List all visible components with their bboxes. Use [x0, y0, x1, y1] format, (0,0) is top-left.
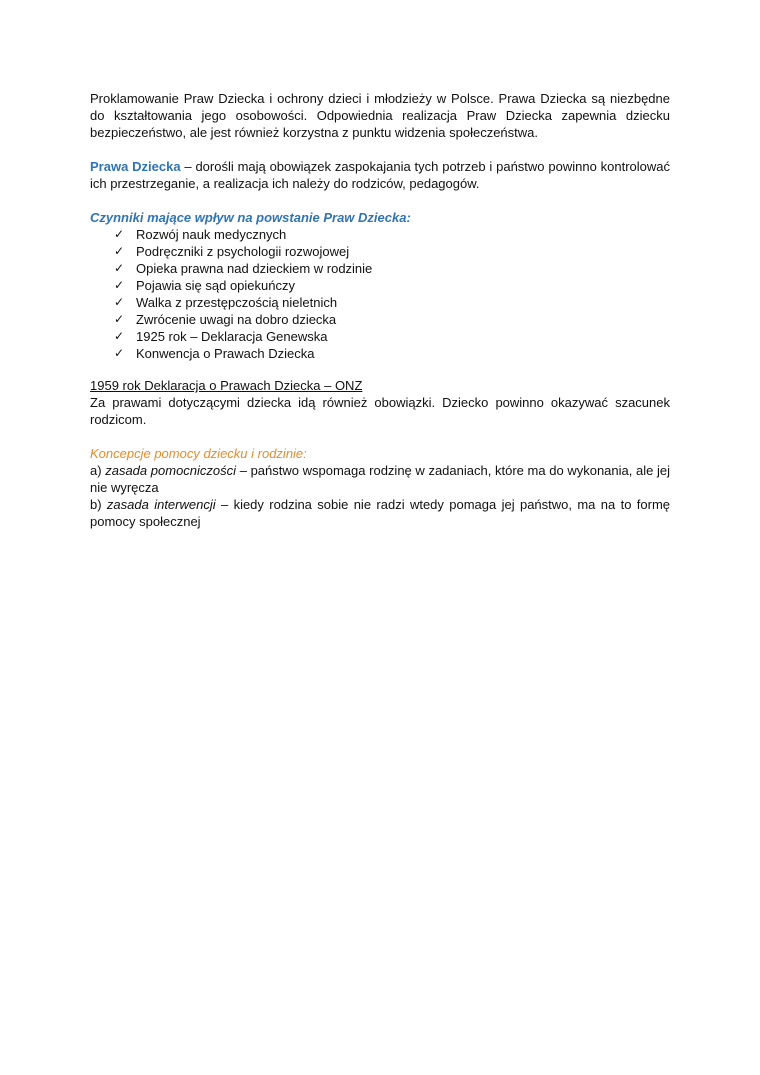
rights-paragraph — [90, 158, 670, 192]
checkmark-icon: ✓ — [113, 227, 125, 241]
document-page — [90, 90, 670, 530]
checkmark-icon: ✓ — [113, 312, 125, 326]
factors-heading: Czynniki mające wpływ na powstanie Praw Dziecka: — [90, 210, 411, 225]
checkmark-icon: ✓ — [113, 244, 125, 258]
list-item-text: Podręczniki z psychologii rozwojowej — [136, 244, 350, 259]
concept-a — [90, 462, 670, 496]
list-item — [90, 243, 670, 260]
rights-definition: – dorośli mają obowiązek zaspokajania tych potrzeb i państwo powinno kontrolować ich przestrzeganie, a realizacja ich należy do rodziców, pedagogów. — [90, 159, 670, 191]
intro-paragraph: Proklamowanie Praw Dziecka i ochrony dzieci i młodzieży w Polsce. Prawa Dziecka są niezbędne do kształtowania jego osobowości. Odpowiednia realizacja Praw Dziecka zapewnia dziecku bezpieczeństwo, ale jest również korzystna z punktu widzenia społeczeństwa. — [90, 91, 670, 140]
concept-b-prefix: b) — [90, 497, 107, 512]
list-item — [90, 345, 670, 362]
list-item-text: Zwrócenie uwagi na dobro dziecka — [136, 312, 337, 327]
concept-b — [90, 496, 670, 530]
list-item — [90, 260, 670, 277]
rights-term: Prawa Dziecka — [90, 159, 181, 174]
list-item — [90, 226, 670, 243]
list-item-text: Pojawia się sąd opiekuńczy — [136, 278, 295, 293]
list-item — [90, 277, 670, 294]
checkmark-icon: ✓ — [113, 346, 125, 360]
checkmark-icon: ✓ — [113, 329, 125, 343]
checkmark-icon: ✓ — [113, 295, 125, 309]
list-item — [90, 328, 670, 345]
concepts-heading: Koncepcje pomocy dziecku i rodzinie: — [90, 446, 307, 461]
concept-a-term: zasada pomocniczości — [105, 463, 237, 478]
list-item-text: Opieka prawna nad dzieckiem w rodzinie — [136, 261, 373, 276]
concept-a-prefix: a) — [90, 463, 106, 478]
list-item — [90, 311, 670, 328]
declaration-paragraph: Za prawami dotyczącymi dziecka idą również obowiązki. Dziecko powinno okazywać szacunek rodzicom. — [90, 395, 670, 427]
factors-list — [90, 226, 670, 362]
concept-a-text: – państwo wspomaga rodzinę w zadaniach, które ma do wykonania, ale jej nie wyręcza — [90, 463, 671, 495]
checkmark-icon: ✓ — [113, 278, 125, 292]
list-item-text: Walka z przestępczością nieletnich — [136, 295, 338, 310]
checkmark-icon: ✓ — [113, 261, 125, 275]
list-item-text: Konwencja o Prawach Dziecka — [136, 346, 315, 361]
list-item-text: 1925 rok – Deklaracja Genewska — [136, 329, 328, 344]
declaration-title: 1959 rok Deklaracja o Prawach Dziecka – ONZ — [90, 378, 363, 393]
concept-b-term: zasada interwencji — [106, 497, 216, 512]
concept-b-text: – kiedy rodzina sobie nie radzi wtedy pomaga jej państwo, ma na to formę pomocy społecznej — [90, 497, 671, 529]
list-item — [90, 294, 670, 311]
list-item-text: Rozwój nauk medycznych — [136, 227, 287, 242]
